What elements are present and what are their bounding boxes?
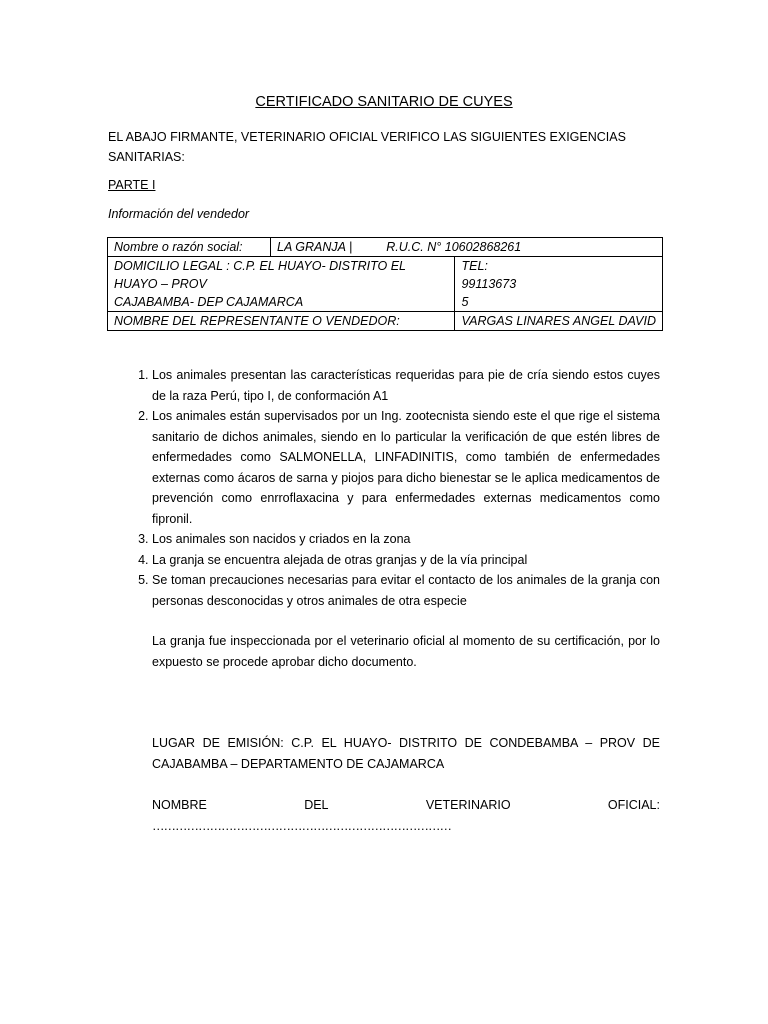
rep-label: NOMBRE DEL REPRESENTANTE O VENDEDOR: <box>114 314 400 328</box>
conclusion-paragraph: La granja fue inspeccionada por el veterinario oficial al momento de su certificación, por lo expuesto se procede aprobar dicho documento. <box>152 634 660 669</box>
domicilio-line: DOMICILIO LEGAL : C.P. EL HUAYO- DISTRITO EL HUAYO – PROV <box>114 259 406 291</box>
tel-cell <box>455 257 663 312</box>
signature-word: VETERINARIO <box>425 798 511 812</box>
name-value-cell <box>271 238 663 257</box>
name-label-cell <box>108 238 271 257</box>
signature-word: OFICIAL: <box>607 798 660 812</box>
vendor-info-table <box>107 237 663 331</box>
table-row <box>108 257 663 312</box>
signature-word: NOMBRE <box>152 798 207 812</box>
section-heading: PARTE I <box>108 178 156 192</box>
list-item: 5. Se toman precauciones necesarias para evitar el contacto de los animales de la granja con personas desconocidas y otros animales de otra especie <box>152 570 660 611</box>
document-title: CERTIFICADO SANITARIO DE CUYES <box>255 94 513 110</box>
list-item: 1. Los animales presentan las características requeridas para pie de cría siendo estos cuyes de la raza Perú, tipo I, de conformación A1 <box>152 365 660 406</box>
signature-label-row <box>152 795 660 816</box>
veterinarian-signature-block <box>152 795 660 836</box>
intro-statement: EL ABAJO FIRMANTE, VETERINARIO OFICIAL VERIFICO LAS SIGUIENTES EXIGENCIAS SANITARIAS: <box>108 130 626 164</box>
rep-value-cell <box>455 312 663 331</box>
signature-line: …………………………………………………………………… <box>152 818 451 833</box>
domicilio-line: CAJABAMBA- DEP CAJAMARCA <box>114 295 304 309</box>
table-row <box>108 238 663 257</box>
tel-value: 5 <box>461 295 469 309</box>
signature-word: DEL <box>304 798 329 812</box>
list-item: 2. Los animales están supervisados por un Ing. zootecnista siendo este el que rige el sistema sanitario de dichos animales, siendo en lo particular la verificación de que estén libres de enfermedades como SALMONELLA, LINFADINITIS, como también de enfermedades externas como ácaros de sarna y piojos para dicho bienestar se le aplica medicamentos de prevención como enrroflaxacina y para enfermedades externas medicamentos como fipronil. <box>152 406 660 529</box>
list-item: 4. La granja se encuentra alejada de otras granjas y de la vía principal <box>152 550 660 571</box>
name-label: Nombre o razón social: <box>114 240 243 254</box>
domicilio-cell <box>108 257 455 312</box>
tel-value: 99113673 <box>461 277 517 291</box>
ruc-value: R.U.C. N° 10602868261 <box>386 240 522 254</box>
emission-place: LUGAR DE EMISIÓN: C.P. EL HUAYO- DISTRITO DE CONDEBAMBA – PROV DE CAJABAMBA – DEPARTAMENTO DE CAJAMARCA <box>152 736 660 771</box>
table-row <box>108 312 663 331</box>
vendor-info-heading: Información del vendedor <box>108 207 250 221</box>
rep-label-cell <box>108 312 455 331</box>
requirements-list <box>108 365 660 611</box>
rep-value: VARGAS LINARES ANGEL DAVID <box>461 314 656 328</box>
list-item: 3. Los animales son nacidos y criados en la zona <box>152 529 660 550</box>
name-value: LA GRANJA | <box>277 240 353 254</box>
tel-label: TEL: <box>461 259 488 273</box>
